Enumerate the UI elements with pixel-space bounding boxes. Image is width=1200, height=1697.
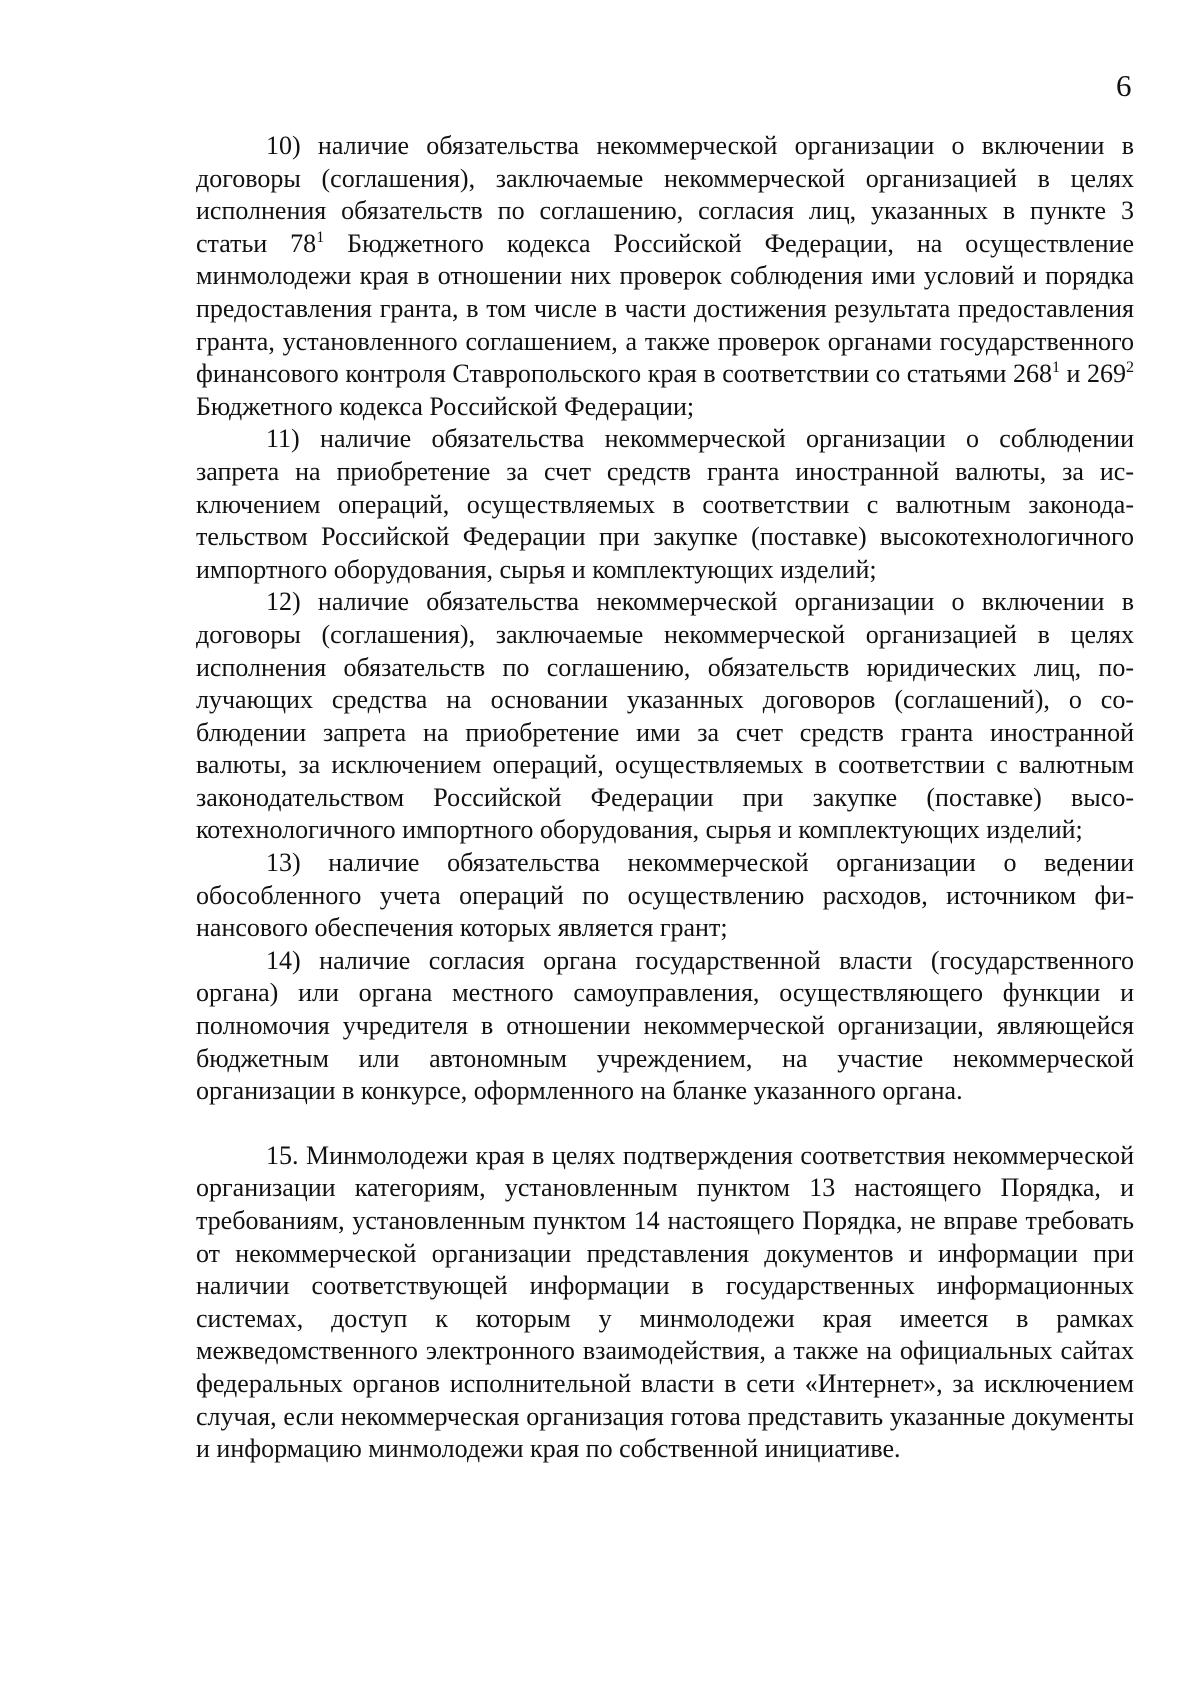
page-number: 6 xyxy=(1116,68,1132,103)
paragraph-item-12: 12) наличие обязательства некоммерческой организации о включении в договоры (соглашения), заключаемые некоммерческой организацией в целях исполнения обязательств по соглашению, обязательств юридических лиц, получающих средства на основании указанных договоров (соглашений), о соблюдении запрета на приобретение ими за счет средств гранта иностранной валюты, за исключением операций, осуществляемых в соответствии с валютным законодательством Российской Федерации при закупке (поставке) высокотехнологичного импортного оборудования, сырья и комплектующих изделий; xyxy=(196,587,1134,845)
paragraph-text: 10) наличие обязательства некоммерческой организации о включении в договоры (соглашения), заключаемые некоммерческой организацией в целях исполнения обязательств по соглашению, согласия лиц, указанных в пункте 3 статьи 78 xyxy=(196,131,1134,258)
paragraph-item-10 xyxy=(196,130,1134,423)
paragraph-text: Бюджетного кодекса Российской Федерации; xyxy=(196,391,695,421)
document-body xyxy=(196,130,1134,1466)
superscript: 2 xyxy=(1126,359,1134,377)
superscript: 1 xyxy=(316,228,325,246)
paragraph-item-11: 11) наличие обязательства некоммерческой организации о соблюдении запрета на приобретение за счет средств гранта иностранной валюты, за исключением операций, осуществляемых в соответствии с валютным законодательством Российской Федерации при закупке (поставке) высокотехнологичного импортного оборудования, сырья и комплектующих изделий; xyxy=(196,424,1134,584)
paragraph-text: и 269 xyxy=(1059,359,1126,389)
paragraph-text: Бюджетного кодекса Российской Федерации, на осуществление минмолодежи края в отношении них проверок соблюдения ими условий и порядка предоставления гранта, в том числе в части достижения результата предоставления гранта, установленного соглашением, а также проверок органами государственного финансового контроля Ставропольского края в соответствии со статьями 268 xyxy=(196,228,1134,389)
paragraph-clause-15: 15. Минмолодежи края в целях подтверждения соответствия некоммерческой организации категориям, установленным пунктом 13 настоящего Порядка, и требованиям, установленным пунктом 14 настоящего Порядка, не вправе требовать от некоммерческой организации представления документов и информации при наличии соответствующей информации в государственных информационных системах, доступ к которым у минмолодежи края имеется в рамках межведомственного электронного взаимодействия, а также на официальных сайтах федеральных органов исполнительной власти в сети «Интернет», за исключением случая, если некоммерческая организация готова представить указанные документы и информацию минмолодежи края по собственной инициативе. xyxy=(196,1140,1134,1464)
superscript: 1 xyxy=(1051,359,1060,377)
paragraph-item-14: 14) наличие согласия органа государственной власти (государственного органа) или органа местного самоуправления, осуществляющего функции и полномочия учредителя в отношении некоммерческой организации, являющейся бюджетным или автономным учреждением, на участие некоммерческой организации в конкурсе, оформленного на бланке указанного органа. xyxy=(196,945,1134,1106)
paragraph-item-13: 13) наличие обязательства некоммерческой организации о ведении обособленного учета операций по осуществлению расходов, источником финансового обеспечения которых является грант; xyxy=(196,848,1134,943)
